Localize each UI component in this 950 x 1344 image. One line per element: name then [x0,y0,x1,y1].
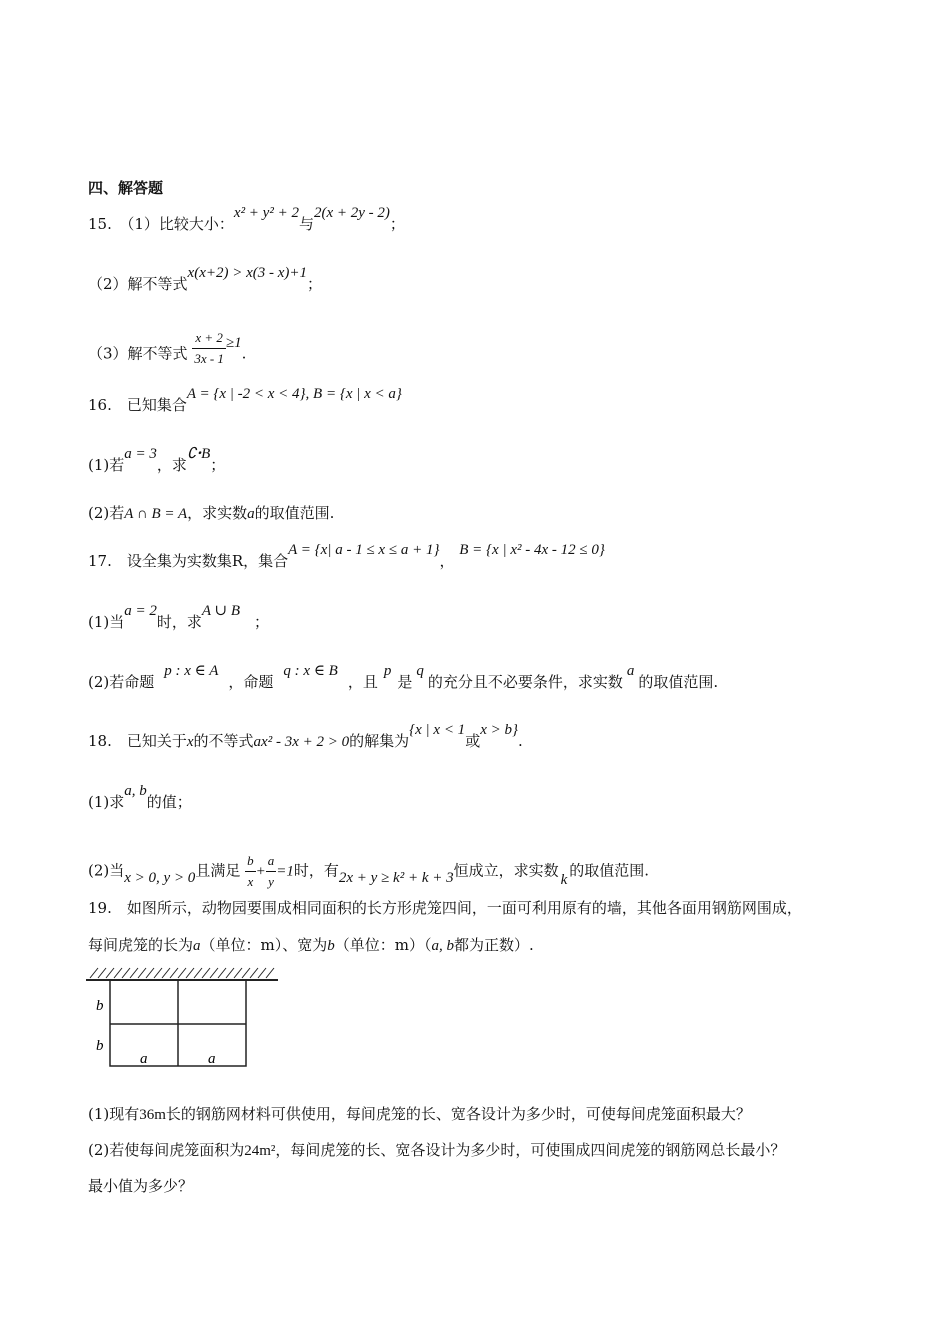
label-b-top: b [96,998,104,1014]
q18-p2-kv: k [560,871,568,888]
q15-end: ； [389,215,405,233]
q18-set2: x > b} [480,722,518,738]
q19-end: 都为正数）. [453,936,534,954]
q16-part1 [88,446,226,476]
fraction-numerator: x + 2 [192,328,226,349]
q18-p2-end: 的取值范围. [569,861,650,880]
q16-part2 [88,503,334,524]
q15-part2 [88,265,323,295]
q15-expr1: x² + y² + 2 [233,205,299,221]
q17-stem [88,542,605,572]
q15-fraction [192,328,226,369]
q17-p1-expr: A ∪ B [201,603,241,619]
q19-unit1: （单位：m）、宽为 [200,936,328,954]
q19-p2-rest: ，每间虎笼的长、宽各设计为多少时，可使围成四间虎笼的钢筋网总长最小？ [275,1141,786,1159]
fraction-denominator: x [247,874,254,889]
label-b-bottom: b [96,1038,104,1054]
q17-exprB: B = {x | x² - 4x - 12 ≤ 0} [459,542,605,558]
q15-p3-prefix: （3）解不等式 [88,344,188,363]
q19-p1-rest: 长的钢筋网材料可供使用，每间虎笼的长、宽各设计为多少时，可使每间虎笼面积最大？ [165,1105,751,1123]
q17-p2-mid1: ，命题 [228,673,274,691]
cage-grid [110,980,246,1066]
q15-part1 [88,205,405,235]
q19-unit2: （单位：m）（ [334,936,432,954]
q18-end: . [517,732,523,750]
q18-p2-prefix: (2)当 [88,861,125,880]
wall-hatching [86,968,278,980]
q18-fraction-a-y [266,851,277,892]
q17-prefix: 17. 设全集为实数集R，集合 [88,552,289,570]
q16-p1-mid: ，求 [156,456,187,474]
q18-p1-vars: a, b [124,783,147,799]
q16-p1-expr: ∁ꞏB [186,446,211,462]
q15-p3-end: . [241,344,247,363]
q18-eq: =1 [276,863,294,880]
q18-or: 或 [465,732,481,750]
q18-p2-mid1: 且满足 [195,861,241,880]
q17-comma: ， [439,552,455,570]
q18-p2-ineq: 2x + y ≥ k² + k + 3 [338,869,454,886]
q18-fraction-b-x [245,851,256,892]
q19-p1-val: 36m [139,1107,166,1123]
q17-p1-end: ； [254,613,270,631]
label-a-left: a [140,1051,148,1067]
q16-expr: A = {x | -2 < x < 4}, B = {x | x < a} [186,386,402,402]
q17-p2-av: a [626,663,635,679]
tiger-cage-figure [86,962,286,1072]
q18-xv: x [186,734,194,750]
q17-p2-qv: q [416,663,424,679]
q17-part1 [88,603,270,633]
q15-prefix: 15. （1）比较大小： [88,215,234,233]
q15-p2-end: ； [307,275,323,293]
q19-line2 [88,935,534,956]
q16-p1-cond: a = 3 [124,446,157,462]
q18-mid2: 的解集为 [349,732,410,750]
fraction-denominator: 3x - 1 [194,351,224,366]
q15-part3 [88,330,247,375]
q17-p2-mid2: ，且 [347,673,378,691]
q17-p2-mid4: 的充分且不必要条件，求实数 [427,673,623,691]
q17-p1-mid: 时，求 [156,613,202,631]
q16-p2-cond: A ∩ B = A [124,506,188,522]
q16-prefix: 16. 已知集合 [88,396,187,414]
label-a-right: a [208,1051,216,1067]
q16-p2-end: 的取值范围. [254,504,335,522]
q16-p2-var: a [247,506,255,522]
q17-p2-p: p : x ∈ A [164,663,219,679]
q19-part2-line2: 最小值为多少？ [88,1177,194,1195]
q19-p2-val: 24m² [244,1143,276,1159]
q18-p2-mid2: 时，有 [293,861,339,880]
q16-stem [88,386,402,416]
q17-p2-mid3: 是 [397,673,413,691]
q17-exprA: A = {x| a - 1 ≤ x ≤ a + 1} [288,542,440,558]
q15-p3-rel: ≥1 [225,334,242,351]
q18-mid1: 的不等式 [193,732,254,750]
q19-av: a [193,938,201,954]
q18-stem [88,722,523,752]
q17-p1-cond: a = 2 [124,603,157,619]
q18-p2-cond: x > 0, y > 0 [124,869,196,886]
q18-p1-end: 的值； [146,793,192,811]
q15-expr2: 2(x + 2y - 2) [313,205,390,221]
q17-p2-prefix: (2)若命题 [88,673,155,691]
q15-p2-expr: x(x+2) > x(3 - x)+1 [187,265,308,281]
q15-mid: 与 [298,215,314,233]
q18-part2 [88,851,649,892]
q16-p1-prefix: (1)若 [88,456,125,474]
q17-p2-pv: p [383,663,392,679]
q19-line1: 19. 如图所示，动物园要围成相同面积的长方形虎笼四间，一面可利用原有的墙，其他各面用钢筋网围成， [88,899,802,917]
q18-part1 [88,783,192,813]
section-title: 四、解答题 [88,179,164,197]
q16-p2-prefix: (2)若 [88,504,125,522]
q15-p2-prefix: （2）解不等式 [88,275,188,293]
q16-p1-end: ； [210,456,226,474]
q17-p2-end: 的取值范围. [638,673,719,691]
q18-p1-prefix: (1)求 [88,793,125,811]
q17-part2 [88,663,719,693]
q18-ineq: ax² - 3x + 2 > 0 [253,734,350,750]
q18-p2-mid3: 恒成立，求实数 [453,861,559,880]
fraction-numerator: a [266,851,277,872]
q19-ab: a, b [431,938,454,954]
q18-set1: {x | x < 1 [409,722,466,738]
q17-p2-q: q : x ∈ B [283,663,338,679]
q16-p2-mid: ，求实数 [187,504,248,522]
q19-part1 [88,1104,751,1125]
q19-bv: b [327,938,335,954]
fraction-numerator: b [245,851,256,872]
q19-p2-prefix: (2)若使每间虎笼面积为 [88,1141,245,1159]
q19-p1-prefix: (1)现有 [88,1105,140,1123]
q19-part2 [88,1140,785,1161]
q19-prefix: 每间虎笼的长为 [88,936,194,954]
q17-p1-prefix: (1)当 [88,613,125,631]
q18-prefix: 18. 已知关于 [88,732,187,750]
q18-plus: + [255,863,266,880]
fraction-denominator: y [268,874,274,889]
